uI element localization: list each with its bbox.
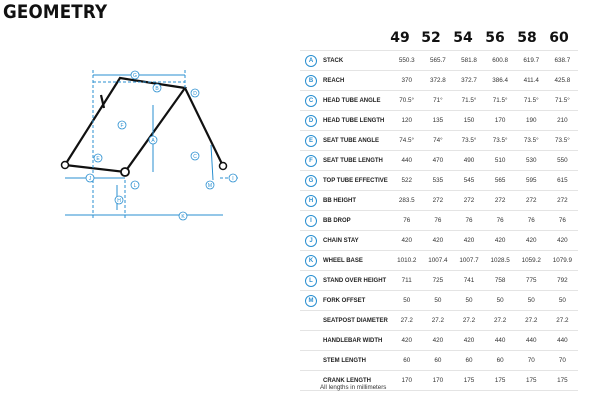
row-label: FORK OFFSET <box>323 297 366 304</box>
dim-text-i: I <box>232 176 234 182</box>
units-footnote: All lengths in millimeters <box>320 384 387 391</box>
table-cell: 370 <box>401 77 412 84</box>
table-row <box>300 191 578 211</box>
size-header: 52 <box>421 30 441 46</box>
table-cell: 420 <box>463 337 475 344</box>
table-cell: 535 <box>432 177 444 184</box>
table-cell: 372.7 <box>461 77 477 84</box>
dim-text-k: K <box>181 214 185 220</box>
table-cell: 60 <box>496 357 504 364</box>
table-cell: 27.2 <box>556 317 569 324</box>
table-row <box>300 211 578 231</box>
table-cell: 71.5° <box>492 97 508 104</box>
bike-geometry-diagram <box>55 60 245 230</box>
table-cell: 175 <box>526 377 537 384</box>
table-cell: 420 <box>463 237 475 244</box>
table-cell: 725 <box>432 277 444 284</box>
dimension-letter-badge <box>305 375 317 387</box>
geometry-rows <box>300 50 578 391</box>
fork <box>185 88 223 166</box>
dim-text-c: C <box>193 154 197 160</box>
dimension-letter-badge: E <box>305 135 317 147</box>
row-label: SEAT TUBE ANGLE <box>323 137 380 144</box>
table-cell: 550 <box>557 157 568 164</box>
table-cell: 27.2 <box>493 317 507 324</box>
table-cell: 170 <box>494 117 506 124</box>
table-cell: 510 <box>494 157 506 164</box>
table-cell: 283.5 <box>398 197 415 204</box>
dimension-letter-badge: L <box>305 275 317 287</box>
table-cell: 711 <box>401 277 412 284</box>
table-cell: 50 <box>527 297 535 304</box>
dim-text-h: H <box>117 198 121 204</box>
table-cell: 758 <box>494 277 506 284</box>
table-cell: 74° <box>433 137 443 144</box>
row-label: WHEEL BASE <box>323 257 363 264</box>
dimension-letter-badge <box>305 335 317 347</box>
row-label: HEAD TUBE LENGTH <box>323 117 385 124</box>
table-cell: 420 <box>557 237 568 244</box>
table-cell: 792 <box>557 277 568 284</box>
size-header-row <box>385 28 578 48</box>
table-cell: 76 <box>558 217 566 224</box>
bottom-bracket <box>121 168 129 176</box>
table-cell: 76 <box>434 217 442 224</box>
dim-text-a: A <box>151 138 155 144</box>
row-label: BB DROP <box>323 217 351 224</box>
table-cell: 120 <box>401 117 412 124</box>
dimension-letter-badge: B <box>305 75 317 87</box>
table-cell: 170 <box>401 377 412 384</box>
size-header: 49 <box>390 30 410 46</box>
table-cell: 70.5° <box>399 97 415 104</box>
table-cell: 272 <box>494 197 506 204</box>
table-cell: 638.7 <box>554 57 571 64</box>
table-row <box>300 151 578 171</box>
table-row <box>300 311 578 331</box>
row-label: STEM LENGTH <box>323 357 366 364</box>
table-cell: 70 <box>527 357 535 364</box>
table-cell: 60 <box>434 357 442 364</box>
table-cell: 175 <box>494 377 506 384</box>
table-cell: 71.5° <box>461 97 477 104</box>
table-cell: 76 <box>465 217 473 224</box>
table-cell: 420 <box>432 237 444 244</box>
table-cell: 50 <box>465 297 473 304</box>
table-cell: 1028.5 <box>490 257 510 264</box>
dimension-letter-badge: J <box>305 235 317 247</box>
table-cell: 272 <box>463 197 475 204</box>
table-cell: 545 <box>463 177 475 184</box>
table-cell: 550.3 <box>398 57 415 64</box>
table-cell: 50 <box>434 297 442 304</box>
dimension-letter-badge: F <box>305 155 317 167</box>
table-row <box>300 71 578 91</box>
table-cell: 470 <box>432 157 444 164</box>
table-cell: 76 <box>403 217 411 224</box>
table-cell: 71.5° <box>523 97 539 104</box>
table-cell: 27.2 <box>400 317 413 324</box>
table-cell: 595 <box>526 177 537 184</box>
table-cell: 50 <box>403 297 411 304</box>
table-cell: 440 <box>401 157 412 164</box>
table-cell: 50 <box>496 297 504 304</box>
table-cell: 272 <box>557 197 568 204</box>
size-header: 56 <box>485 30 505 46</box>
table-cell: 272 <box>432 197 444 204</box>
table-cell: 175 <box>557 377 568 384</box>
table-cell: 27.2 <box>525 317 538 324</box>
page-title: GEOMETRY <box>3 1 108 23</box>
table-cell: 135 <box>432 117 444 124</box>
table-cell: 60 <box>465 357 473 364</box>
table-cell: 1007.7 <box>459 257 479 264</box>
dimension-letter-badge: H <box>305 195 317 207</box>
row-label: REACH <box>323 77 345 84</box>
table-cell: 440 <box>526 337 537 344</box>
table-row <box>300 271 578 291</box>
size-header: 60 <box>549 30 569 46</box>
table-cell: 530 <box>526 157 537 164</box>
rear-axle <box>62 162 69 169</box>
table-row <box>300 91 578 111</box>
table-cell: 741 <box>463 277 475 284</box>
row-label: STAND OVER HEIGHT <box>323 277 387 284</box>
dim-text-d: D <box>193 91 197 97</box>
row-label: HEAD TUBE ANGLE <box>323 97 381 104</box>
table-cell: 615 <box>557 177 568 184</box>
table-cell: 1059.2 <box>521 257 541 264</box>
row-label: CHAIN STAY <box>323 237 359 244</box>
dim-text-l: L <box>133 183 137 189</box>
dimension-letter-badge: C <box>305 95 317 107</box>
geometry-table <box>300 28 578 391</box>
table-row <box>300 51 578 71</box>
table-cell: 1007.4 <box>428 257 448 264</box>
table-cell: 73.5° <box>492 137 508 144</box>
table-cell: 600.8 <box>492 57 508 64</box>
dim-text-j: J <box>88 176 92 182</box>
table-cell: 490 <box>463 157 475 164</box>
row-label: SEATPOST DIAMETER <box>323 317 388 324</box>
table-row <box>300 111 578 131</box>
table-cell: 190 <box>526 117 537 124</box>
table-cell: 272 <box>526 197 537 204</box>
table-cell: 60 <box>403 357 411 364</box>
table-row <box>300 351 578 371</box>
table-cell: 581.8 <box>461 57 477 64</box>
table-cell: 775 <box>526 277 537 284</box>
table-cell: 76 <box>496 217 504 224</box>
dim-text-g: G <box>133 73 137 79</box>
table-cell: 425.8 <box>554 77 571 84</box>
table-cell: 522 <box>401 177 412 184</box>
table-cell: 27.2 <box>462 317 476 324</box>
table-cell: 411.4 <box>523 77 539 84</box>
table-cell: 27.2 <box>431 317 444 324</box>
table-cell: 386.4 <box>492 77 508 84</box>
table-cell: 420 <box>401 337 412 344</box>
table-row <box>300 231 578 251</box>
row-label: BB HEIGHT <box>323 197 356 204</box>
row-label: CRANK LENGTH <box>323 377 371 384</box>
table-row <box>300 131 578 151</box>
dim-text-f: F <box>120 123 124 129</box>
dimension-letter-badge: A <box>305 55 317 67</box>
table-cell: 71.5° <box>555 97 570 104</box>
table-cell: 420 <box>526 237 537 244</box>
table-row <box>300 291 578 311</box>
table-cell: 1079.9 <box>552 257 573 264</box>
table-cell: 565 <box>494 177 506 184</box>
dimension-letter-badge: I <box>305 215 317 227</box>
table-cell: 175 <box>463 377 475 384</box>
table-cell: 74.5° <box>399 137 415 144</box>
dim-text-b: B <box>155 86 159 92</box>
table-cell: 71° <box>433 97 443 104</box>
table-cell: 70 <box>558 357 566 364</box>
table-cell: 73.5° <box>461 137 477 144</box>
table-cell: 420 <box>432 337 444 344</box>
row-label: STACK <box>323 57 344 64</box>
table-row <box>300 331 578 351</box>
dimension-letter-badge: D <box>305 115 317 127</box>
dimension-letter-badge: G <box>305 175 317 187</box>
table-cell: 420 <box>494 237 506 244</box>
table-cell: 170 <box>432 377 444 384</box>
row-label: HANDLEBAR WIDTH <box>323 337 383 344</box>
table-cell: 372.8 <box>429 77 446 84</box>
row-label: SEAT TUBE LENGTH <box>323 157 383 164</box>
dimension-letter-badge: M <box>305 295 317 307</box>
size-header: 54 <box>453 30 473 46</box>
dim-text-m: M <box>207 183 213 189</box>
table-row <box>300 251 578 271</box>
row-label: TOP TUBE EFFECTIVE <box>323 177 388 184</box>
size-header: 58 <box>517 30 537 46</box>
dimension-letter-badge: K <box>305 255 317 267</box>
table-cell: 150 <box>463 117 475 124</box>
table-cell: 565.7 <box>429 57 446 64</box>
table-cell: 420 <box>401 237 412 244</box>
table-cell: 440 <box>557 337 568 344</box>
table-cell: 73.5° <box>523 137 539 144</box>
table-cell: 50 <box>558 297 566 304</box>
table-cell: 210 <box>557 117 568 124</box>
table-cell: 73.5° <box>555 137 570 144</box>
dimension-letter-badge <box>305 315 317 327</box>
table-row <box>300 171 578 191</box>
front-axle <box>220 163 227 170</box>
table-cell: 619.7 <box>523 57 540 64</box>
dim-text-e: E <box>96 156 100 162</box>
dimension-letter-badge <box>305 355 317 367</box>
table-cell: 1010.2 <box>397 257 417 264</box>
table-cell: 76 <box>527 217 535 224</box>
table-cell: 440 <box>494 337 506 344</box>
